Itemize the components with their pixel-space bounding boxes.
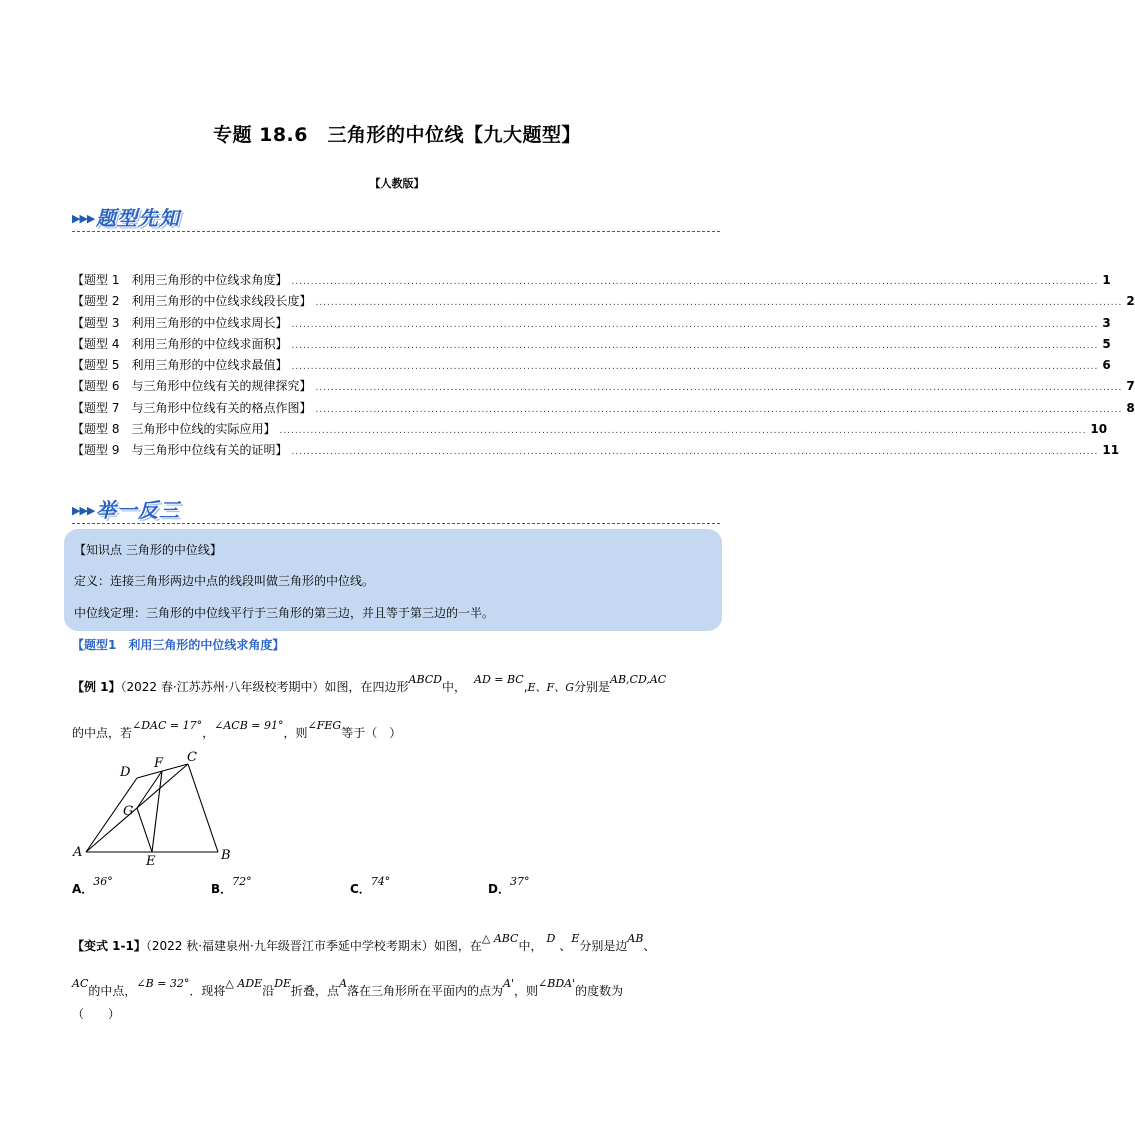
math-run: AC [72,977,89,990]
section-header-preview [72,202,720,232]
variant-tag: 【变式 1-1】 [72,939,146,953]
text-run: ，则 [283,726,308,740]
toc-item-page: 1 [1102,273,1111,287]
triple-arrow-icon: ▶▶▶ [72,212,95,225]
toc-item[interactable] [72,291,1135,312]
math-run: ∠ACB = 91° [214,719,284,732]
text-run: 的度数为 [575,984,624,998]
toc-item-page: 6 [1102,358,1111,373]
toc-item[interactable] [72,440,1120,461]
math-run: E、F、G [527,681,574,694]
text-run: , [523,680,528,694]
text-run: 的中点，若 [72,726,133,740]
toc-leader: ................................................................................................................................................................................................................. [291,447,1099,458]
toc-item-label: 【题型 9 与三角形中位线有关的证明】 [72,443,288,458]
choice-letter: A． [72,882,94,896]
toc-leader: ................................................................................................................................................................................................................. [291,277,1099,287]
toc-item[interactable] [72,334,1111,355]
text-run: 分别是 [573,680,610,694]
point-label: G [123,804,134,819]
text-run: 沿 [262,984,275,998]
choice-b[interactable] [211,875,252,897]
choice-letter: B． [211,882,233,896]
toc-leader: ................................................................................................................................................................................................................. [315,404,1123,415]
math-run: A' [503,977,514,990]
example-source: （2022 春·江苏苏州·八年级校考期中） [120,680,325,694]
math-run: △ ABC [481,932,519,945]
text-run: ， [202,726,215,740]
choice-value: 74° [370,875,391,888]
text-run: 、 [643,939,656,953]
dashed-divider [72,231,720,232]
choice-c[interactable] [350,875,391,897]
text-run: 中， [442,680,467,694]
choice-d[interactable] [488,875,530,897]
math-run: ∠BDA' [538,977,576,990]
toc-item-label: 【题型 8 三角形中位线的实际应用】 [72,422,276,437]
toc-item-page: 11 [1102,443,1120,458]
point-label: B [221,848,231,863]
math-run: AD = BC [474,673,524,686]
toc-item-page: 2 [1126,294,1135,309]
triple-arrow-icon: ▶▶▶ [72,504,95,517]
toc-item-page: 5 [1102,336,1111,351]
dashed-divider [72,523,720,524]
segment-bc [188,764,218,852]
variant-1-1-line-2 [72,977,624,999]
toc-item-label: 【题型 4 利用三角形的中位线求面积】 [72,336,288,351]
knowledge-heading: 【知识点 三角形的中位线】 [74,543,222,557]
document-title: 专题 18.6 三角形的中位线【九大题型】 [213,124,581,146]
text-run: 的中点， [88,984,137,998]
math-run: △ ADE [225,977,263,990]
math-run: ∠B = 32° [136,977,190,990]
example-tag: 【例 1】 [72,680,121,694]
point-label: D [120,765,131,780]
knowledge-definition: 定义：连接三角形两边中点的线段叫做三角形的中位线。 [74,574,375,588]
section-label: 举一反三 [96,498,180,522]
toc-item-label: 【题型 5 利用三角形的中位线求最值】 [72,358,288,373]
toc-item[interactable] [72,270,1111,291]
choice-value: 36° [93,875,113,888]
math-run: E [571,932,580,945]
text-run: 折叠，点 [291,984,340,998]
text-run: 中， [518,939,543,953]
choice-letter: D． [488,882,510,896]
toc-leader: ................................................................................................................................................................................................................. [279,426,1087,437]
math-run: ∠DAC = 17° [132,719,203,732]
math-run: ∠FEG [307,719,342,732]
knowledge-box [64,529,722,631]
variant-1-1-answer-blank: （ ） [72,1007,121,1021]
point-label: C [187,750,197,765]
section-label: 题型先知 [96,206,180,230]
variant-1-1-line-1 [72,932,656,954]
toc-leader: ................................................................................................................................................................................................................. [315,298,1123,309]
toc-leader: ................................................................................................................................................................................................................. [291,340,1099,351]
toc-item-label: 【题型 7 与三角形中位线有关的格点作图】 [72,400,312,415]
math-run: A [339,977,348,990]
text-run: ．现将 [189,984,226,998]
toc-item[interactable] [72,398,1135,419]
math-run: DE [274,977,292,990]
math-run: D [546,932,556,945]
choice-a[interactable] [72,875,113,897]
text-run: 如图，在四边形 [324,680,409,694]
toc-item-page: 8 [1126,400,1135,415]
toc-item-label: 【题型 6 与三角形中位线有关的规律探究】 [72,379,312,394]
toc-item[interactable] [72,419,1108,440]
toc-item[interactable] [72,313,1111,334]
choice-value: 37° [509,875,530,888]
math-run: ABCD [408,673,442,686]
text-run: 落在三角形所在平面内的点为 [347,984,504,998]
segment-eg [137,808,152,852]
text-run: 、 [559,939,572,953]
choice-letter: C． [350,882,371,896]
math-run: AB,CD,AC [610,673,667,686]
point-label: E [146,854,156,869]
text-run: 如图，在 [433,939,482,953]
toc-item[interactable] [72,355,1111,376]
knowledge-theorem: 中位线定理：三角形的中位线平行于三角形的第三边，并且等于第三边的一半。 [74,606,495,620]
text-run: ，则 [514,984,539,998]
variant-source: （2022 秋·福建泉州·九年级晋江市季延中学校考期末） [145,939,434,953]
question-type-heading: 【题型1 利用三角形的中位线求角度】 [72,638,285,652]
table-of-contents [72,270,1135,462]
toc-item[interactable] [72,376,1135,397]
point-label: A [73,845,83,860]
math-run: AB [627,932,644,945]
example-1-line-2 [72,719,402,741]
example-1-line-1 [72,673,667,695]
choice-value: 72° [232,875,252,888]
toc-item-page: 7 [1126,379,1135,394]
toc-item-page: 10 [1090,422,1108,437]
toc-item-label: 【题型 3 利用三角形的中位线求周长】 [72,315,288,330]
text-run: 等于（ ） [341,726,402,740]
toc-leader: ................................................................................................................................................................................................................. [315,383,1123,394]
toc-item-page: 3 [1102,315,1111,330]
edition-label: 【人教版】 [369,177,425,190]
toc-item-label: 【题型 2 利用三角形的中位线求线段长度】 [72,294,312,309]
section-header-practice [72,494,720,524]
toc-leader: ................................................................................................................................................................................................................. [291,362,1099,373]
text-run: 分别是边 [579,939,628,953]
point-label: F [154,756,164,771]
quadrilateral-figure [68,748,248,868]
toc-item-label: 【题型 1 利用三角形的中位线求角度】 [72,273,288,287]
toc-leader: ................................................................................................................................................................................................................. [291,319,1099,330]
